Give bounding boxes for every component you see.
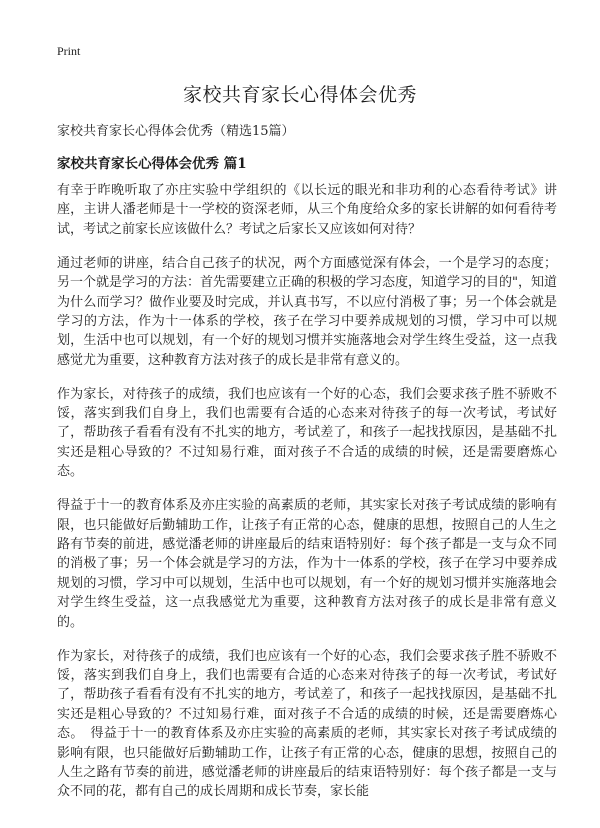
paragraph: 得益于十一的教育体系及亦庄实验的高素质的老师，其实家长对孩子考试成绩的影响有限，也只能做好后勤辅助工作，让孩子有正常的心态，健康的思想，按照自己的人生之路有节奏的前进，感觉潘老师的讲座最后的结束语特别好：每个孩子都是一支与众不同的消极了事；另一个体会就是学习的方法，作为十一体系的学校，孩子在学习中要养成规划的习惯，学习中可以规划，生活中也可以规划，有一个好的规划习惯并实施落地会对学生终生受益，这一点我感觉尤为重要，这种教育方法对孩子的成长是非常有意义的。 — [57, 498, 557, 630]
document-subtitle: 家校共育家长心得体会优秀（精选15篇） — [57, 124, 295, 139]
paragraph: 有幸于昨晚听取了亦庄实验中学组织的《以长远的眼光和非功利的心态看待考试》讲座，主讲人潘老师是十一学校的资深老师，从三个角度给众多的家长讲解的如何看待考试，考试之前家长应该做什么？考试之后家长又应该如何对待？ — [57, 183, 557, 237]
paragraph: 作为家长，对待孩子的成绩，我们也应该有一个好的心态，我们会要求孩子胜不骄败不馁，落实到我们自身上，我们也需要有合适的心态来对待孩子的每一次考试，考试好了，帮助孩子看看有没有不扎实的地方，考试差了，和孩子一起找找原因，是基础不扎实还是粗心导致的？不过知易行难，面对孩子不合适的成绩的时候，还是需要磨炼心态。 得益于十一的教育体系及亦庄实验的高素质的老师，其实家长对孩子考试成绩的影响有限，也只能做好后勤辅助工作，让孩子有正常的心态，健康的思想，按照自己的人生之路有节奏的前进，感觉潘老师的讲座最后的结束语特别好：每个孩子都是一支与众不同的花，都有自己的成长周期和成长节奏，家长能 — [57, 648, 557, 800]
document-title: 家校共育家长心得体会优秀 — [182, 84, 417, 106]
document-body — [57, 181, 557, 816]
paragraph: 通过老师的讲座，结合自己孩子的状况，两个方面感觉深有体会，一个是学习的态度；另一个就是学习的方法：首先需要建立正确的积极的学习态度，知道学习的目的"，知道为什么而学习？做作业要及时完成，并认真书写，不以应付消极了事；另一个体会就是学习的方法，作为十一体系的学校，孩子在学习中要养成规划的习惯，学习中可以规划，生活中也可以规划，有一个好的规划习惯并实施落地会对学生终生受益，这一点我感觉尤为重要，这种教育方法对孩子的成长是非常有意义的。 — [57, 255, 557, 368]
paragraph: 作为家长，对待孩子的成绩，我们也应该有一个好的心态，我们会要求孩子胜不骄败不馁，落实到我们自身上，我们也需要有合适的心态来对待孩子的每一次考试，考试好了，帮助孩子看看有没有不扎实的地方，考试差了，和孩子一起找找原因，是基础不扎实还是粗心导致的？不过知易行难，面对孩子不合适的成绩的时候，还是需要磨炼心态。 — [57, 386, 557, 480]
print-label: Print — [57, 44, 81, 58]
section-heading: 家校共育家长心得体会优秀 篇1 — [57, 156, 247, 172]
